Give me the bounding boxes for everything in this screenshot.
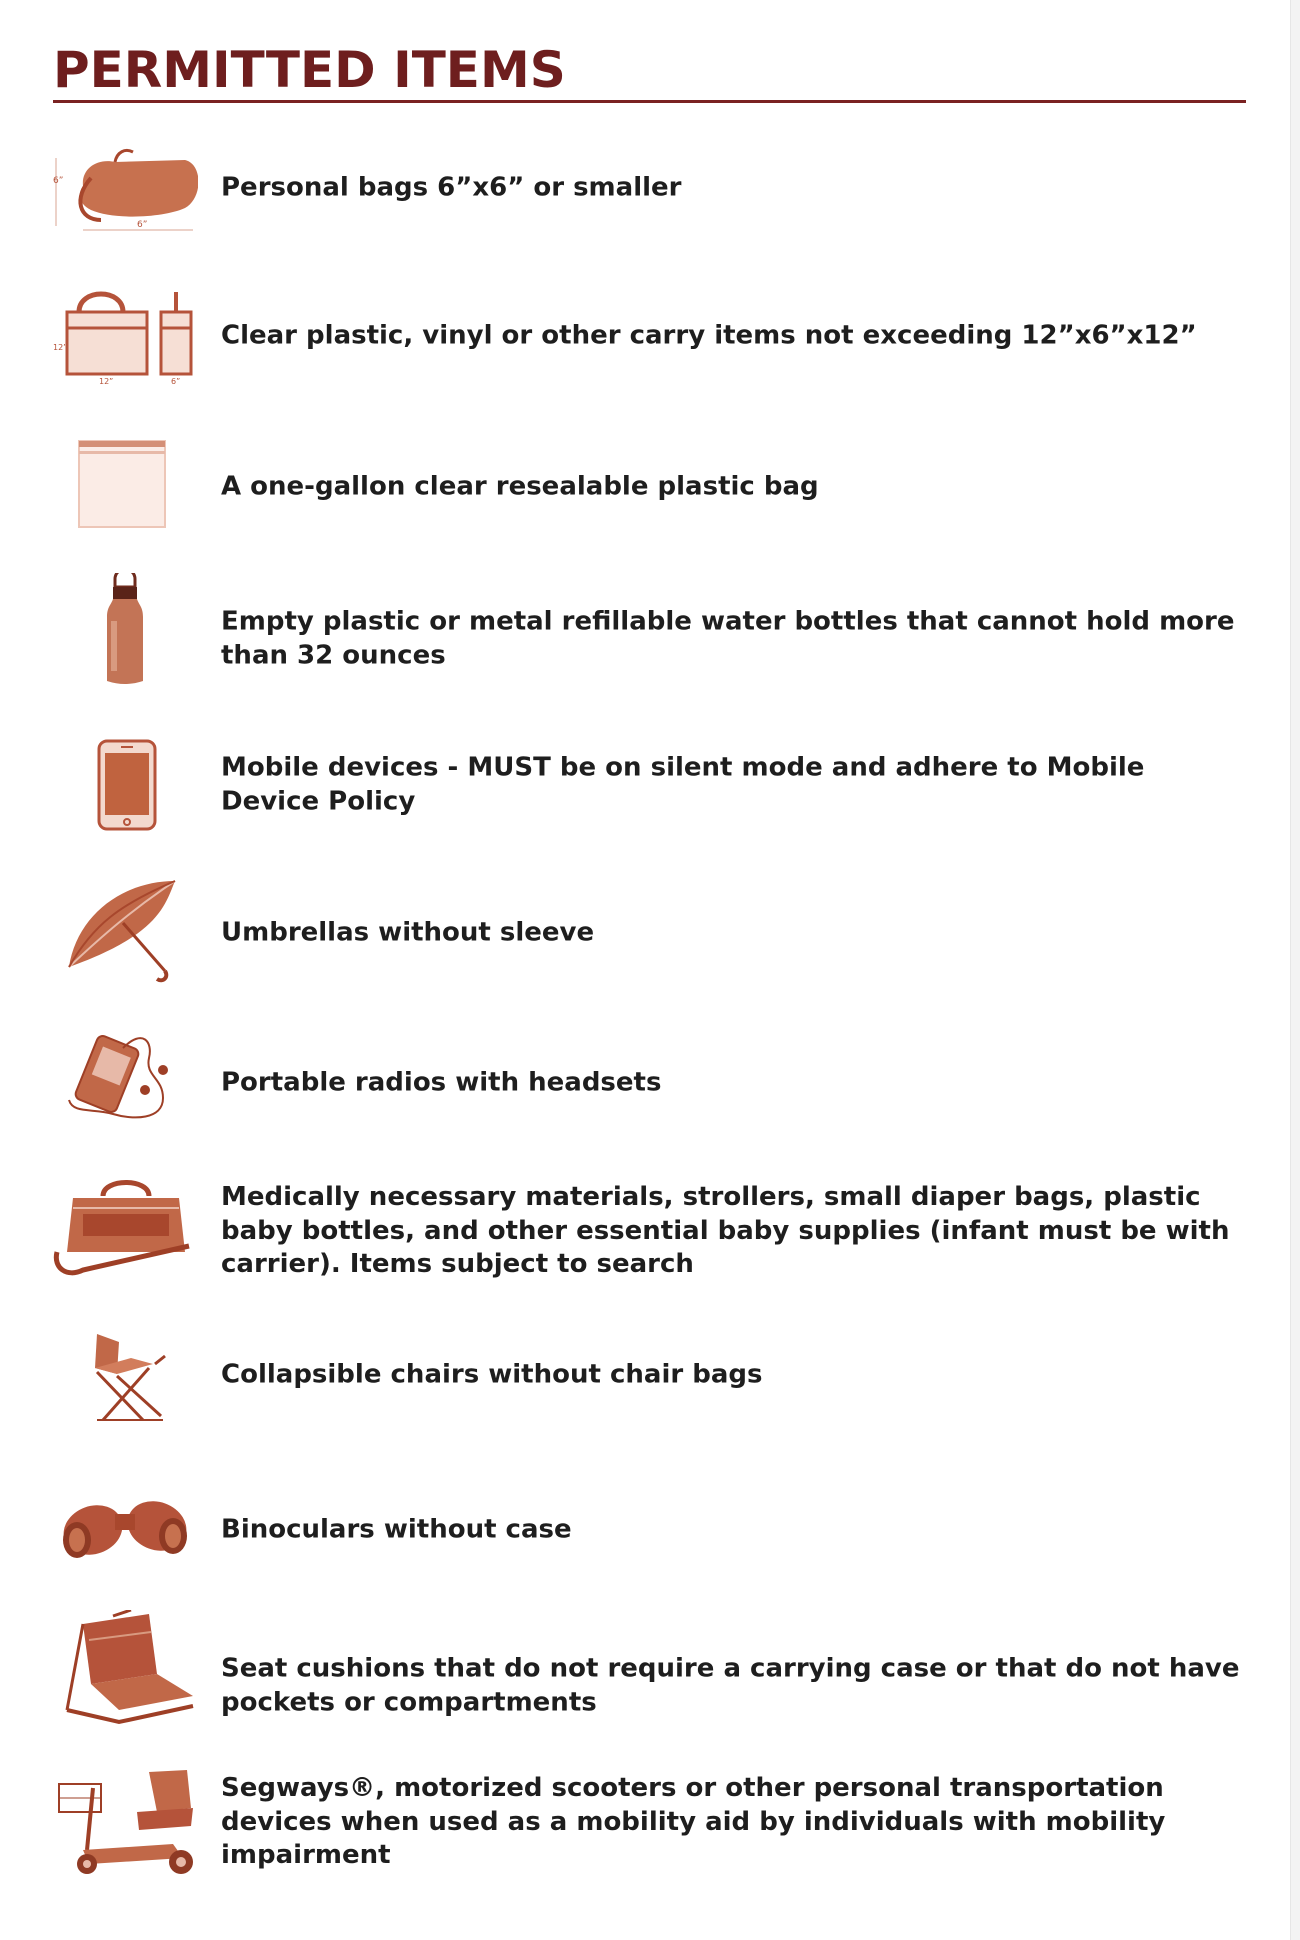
portable-radio-icon: [53, 1028, 198, 1128]
item-label: Clear plastic, vinyl or other carry items not exceeding 12”x6”x12”: [221, 320, 1197, 351]
folding-chair-icon: [53, 1328, 198, 1428]
list-item: [0, 1768, 1300, 1878]
mobility-scooter-icon: [53, 1768, 198, 1878]
item-label: Collapsible chairs without chair bags: [221, 1359, 763, 1390]
clear-tote-bag-icon: [53, 280, 198, 388]
dimension-mark: 6”: [53, 176, 64, 186]
list-item: [0, 875, 1300, 985]
dimension-mark: 6”: [171, 377, 181, 386]
resealable-bag-icon: [53, 433, 198, 533]
dimension-mark: 12”: [53, 343, 68, 352]
item-label: Segways®, motorized scooters or other personal transportation devices when used as a mobility aid by individuals with mobility impairment: [221, 1772, 1166, 1870]
diaper-bag-icon: [53, 1168, 198, 1288]
list-item: [0, 735, 1300, 835]
item-label: Mobile devices - MUST be on silent mode and adhere to Mobile Device Policy: [221, 752, 1145, 816]
umbrella-icon: [53, 875, 198, 985]
binoculars-icon: [53, 1480, 198, 1580]
list-item: [0, 138, 1300, 238]
list-item: [0, 1168, 1300, 1288]
seat-cushion-icon: [53, 1610, 198, 1730]
mobile-phone-icon: [53, 735, 198, 835]
list-item: [0, 1610, 1300, 1730]
dimension-mark: 6”: [137, 220, 148, 230]
item-label: Binoculars without case: [221, 1514, 572, 1545]
clutch-bag-icon: [53, 138, 198, 238]
list-item: [0, 573, 1300, 688]
water-bottle-icon: [53, 573, 198, 688]
scrollbar[interactable]: [1290, 0, 1300, 1940]
item-label: Personal bags 6”x6” or smaller: [221, 172, 682, 203]
item-label: Seat cushions that do not require a carrying case or that do not have pockets or compartments: [221, 1653, 1240, 1717]
page-title: PERMITTED ITEMS: [53, 41, 566, 99]
list-item: [0, 1028, 1300, 1128]
title-divider: [53, 100, 1246, 103]
list-item: [0, 1480, 1300, 1580]
list-item: [0, 280, 1300, 388]
list-item: [0, 1328, 1300, 1428]
item-label: Portable radios with headsets: [221, 1067, 662, 1098]
dimension-mark: 12”: [99, 377, 114, 386]
list-item: [0, 433, 1300, 533]
item-label: Empty plastic or metal refillable water bottles that cannot hold more than 32 ounces: [221, 606, 1235, 670]
item-label: Medically necessary materials, strollers, small diaper bags, plastic baby bottles, and other essential baby supplies (infant must be with carrier). Items subject to search: [221, 1181, 1230, 1279]
item-label: Umbrellas without sleeve: [221, 917, 595, 948]
item-label: A one-gallon clear resealable plastic bag: [221, 471, 819, 502]
